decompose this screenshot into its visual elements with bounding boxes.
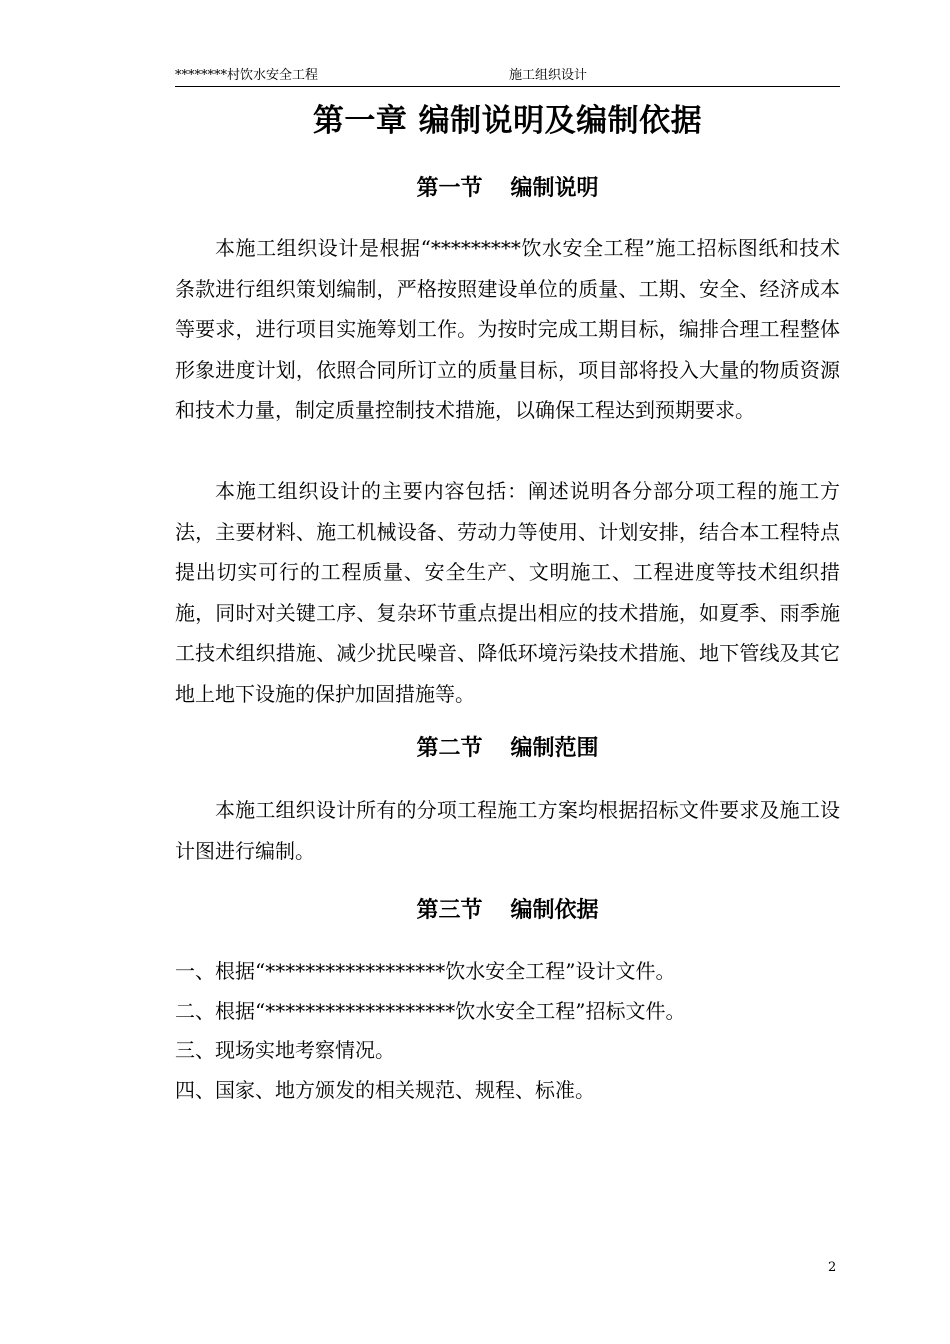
list-item: 四、国家、地方颁发的相关规范、规程、标准。 bbox=[175, 1078, 595, 1103]
list-item: 三、现场实地考察情况。 bbox=[175, 1038, 395, 1063]
section-name: 编制说明 bbox=[510, 176, 599, 201]
paragraph: 本施工组织设计是根据“*********饮水安全工程”施工招标图纸和技术条款进行组织策划编制，严格按照建设单位的质量、工期、安全、经济成本等要求，进行项目实施筹划工作。为按时完成工期目标，编排合理工程整体形象进度计划，依照合同所订立的质量目标，项目部将投入大量的物质资源和技术力量，制定质量控制技术措施，以确保工程达到预期要求。 bbox=[175, 236, 840, 422]
page-number: 2 bbox=[828, 1260, 837, 1275]
list-item: 二、根据“*******************饮水安全工程”招标文件。 bbox=[175, 998, 686, 1023]
section-number: 第三节 bbox=[416, 898, 483, 923]
section-title-2 bbox=[175, 732, 840, 766]
section-number: 第一节 bbox=[416, 176, 483, 201]
paragraph: 本施工组织设计所有的分项工程施工方案均根据招标文件要求及施工设计图进行编制。 bbox=[175, 798, 840, 863]
list-item: 一、根据“******************饮水安全工程”设计文件。 bbox=[175, 959, 676, 983]
paragraph: 本施工组织设计的主要内容包括：阐述说明各分部分项工程的施工方法，主要材料、施工机械设备、劳动力等使用、计划安排，结合本工程特点提出切实可行的工程质量、安全生产、文明施工、工程进度等技术组织措施，同时对关键工序、复杂环节重点提出相应的技术措施，如夏季、雨季施工技术组织措施、减少扰民噪音、降低环境污染技术措施、地下管线及其它地上地下设施的保护加固措施等。 bbox=[175, 479, 840, 706]
page-header bbox=[175, 66, 840, 87]
section-title-1 bbox=[175, 172, 840, 206]
section-number: 第二节 bbox=[416, 736, 483, 761]
basis-list bbox=[175, 952, 840, 1111]
section-name: 编制依据 bbox=[510, 898, 599, 923]
header-document-title: 施工组织设计 bbox=[509, 68, 588, 83]
chapter-title: 第一章 编制说明及编制依据 bbox=[312, 103, 703, 139]
section-name: 编制范围 bbox=[510, 736, 599, 761]
section-title-3 bbox=[175, 894, 840, 928]
header-project-name: ********村饮水安全工程 bbox=[175, 68, 319, 83]
